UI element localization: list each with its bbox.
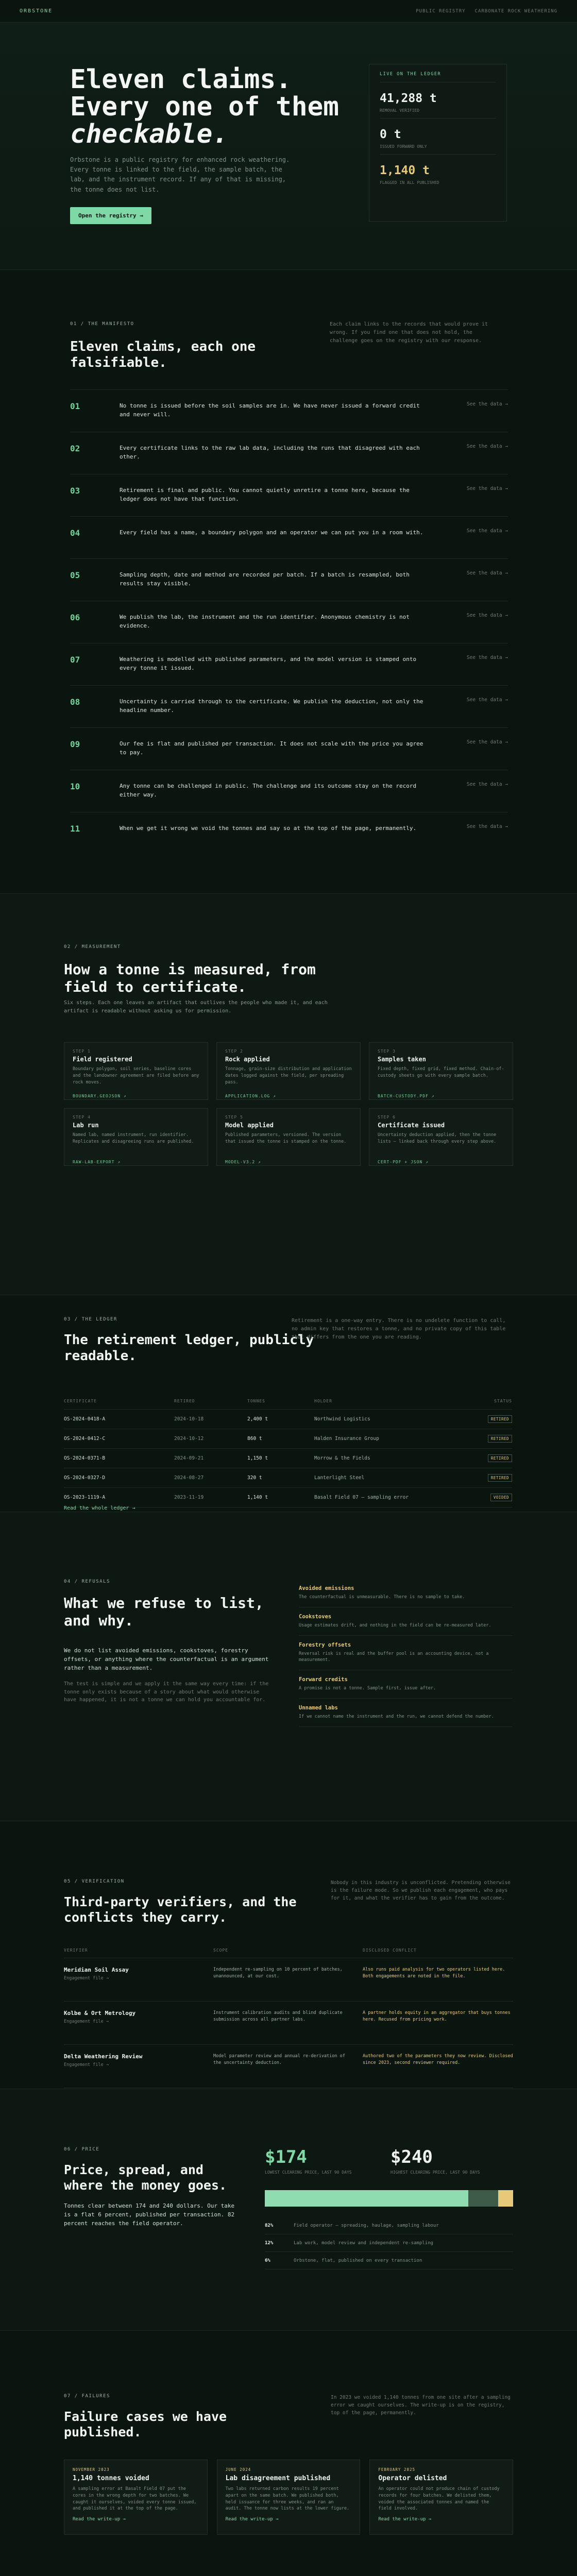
artifact-link[interactable]: RAW-LAB-EXPORT ↗ xyxy=(73,1160,121,1164)
step-card: STEP 5 Model applied Published parameters, versioned. The version that issued the tonne is stamped on the tonne. MODEL-V3.2 ↗ xyxy=(216,1108,361,1166)
hero-title: Eleven claims. Every one of them checkable. xyxy=(70,64,339,150)
write-up-link[interactable]: Read the write-up → xyxy=(225,2517,279,2522)
claim-item: 04 Every field has a name, a boundary polygon and an operator we can put you in a room with. See the data → xyxy=(70,516,508,558)
refusal-item: Unnamed labs If we cannot name the instrument and the run, we cannot defend the number. xyxy=(299,1699,513,1727)
verifiers-section xyxy=(0,1821,577,2089)
hero-lead: Orbstone is a public registry for enhanced rock weathering. Every tonne is linked to the field, the sample batch, the lab, and the instrument record. If any of that is missing, the tonne does not list. xyxy=(70,156,290,193)
step-card: STEP 2 Rock applied Tonnage, grain-size distribution and application dates logged against the field, per spreading pass. APPLICATION.LOG ↗ xyxy=(216,1042,361,1100)
engagement-file-link[interactable]: Engagement file → xyxy=(64,2062,109,2067)
artifact-link[interactable]: APPLICATION.LOG ↗ xyxy=(225,1094,276,1098)
see-data-link[interactable]: See the data → xyxy=(466,824,508,829)
section-title: Eleven claims, each one falsifiable. xyxy=(70,339,256,371)
failure-card: FEBRUARY 2025 Operator delisted An operator could not produce chain of custody records for four batches. We delisted them, voided the associated tonnes and named the field involved. Read the write-up → xyxy=(369,2460,513,2535)
section-tag: 07 / FAILURES xyxy=(64,2394,110,2399)
high-price-stat: $240 HIGHEST CLEARING PRICE, LAST 90 DAYS xyxy=(391,2147,480,2175)
table-row: Delta Weathering Review Engagement file → Model parameter review and annual re-derivation of the uncertainty deduction. Authored two of the parameters they now review. Disclosed since 2023, second reviewer required. xyxy=(64,2045,513,2088)
retirement-table xyxy=(64,1393,512,1507)
section-side-note: Nobody in this industry is unconflicted. Pretending otherwise is the failure mode. So we publish each engagement, who pays for it, and what the verifier has to gain from the outcome. xyxy=(331,1880,511,1902)
section-title: Failure cases we have published. xyxy=(64,2409,227,2439)
section-tag: 05 / VERIFICATION xyxy=(64,1879,125,1884)
status-badge: RETIRED xyxy=(488,1454,512,1462)
table-row[interactable]: OS-2024-0327-D 2024-08-27 320 t Lanterlight Steel RETIRED xyxy=(64,1468,512,1488)
low-price-stat: $174 LOWEST CLEARING PRICE, LAST 90 DAYS xyxy=(265,2147,352,2175)
refusal-item: Cookstoves Usage estimates drift, and nothing in the field can be re-measured later. xyxy=(299,1607,513,1636)
split-segment-orbstone xyxy=(498,2190,513,2207)
open-registry-button[interactable]: Open the registry → xyxy=(70,207,151,224)
section-title: Price, spread, and where the money goes. xyxy=(64,2162,227,2193)
write-up-link[interactable]: Read the write-up → xyxy=(73,2517,126,2522)
ledger-stat: 41,288 t REMOVAL VERIFIED xyxy=(380,82,496,118)
claim-item: 11 When we get it wrong we void the tonnes and say so at the top of the page, permanently. See the data → xyxy=(70,812,508,854)
claim-item: 01 No tonne is issued before the soil samples are in. We have never issued a forward credit and never will. See the data → xyxy=(70,389,508,432)
ledger-stat: 1,140 t FLAGGED IN ALL PUBLISHED xyxy=(380,164,439,185)
status-badge: RETIRED xyxy=(488,1435,512,1443)
nav-link-registry[interactable]: PUBLIC REGISTRY xyxy=(416,8,466,14)
see-data-link[interactable]: See the data → xyxy=(466,486,508,492)
section-tag: 04 / REFUSALS xyxy=(64,1579,110,1584)
price-section xyxy=(0,2089,577,2331)
see-data-link[interactable]: See the data → xyxy=(466,782,508,787)
section-tag: 02 / MEASUREMENT xyxy=(64,944,121,950)
table-row[interactable]: OS-2023-1119-A 2023-11-19 1,140 t Basalt Field 07 — sampling error VOIDED xyxy=(64,1488,512,1507)
claim-item: 02 Every certificate links to the raw lab data, including the runs that disagreed with each other. See the data → xyxy=(70,432,508,474)
section-side-note: Each claim links to the records that would prove it wrong. If you find one that does not hold, the challenge goes on the registry with our response. xyxy=(330,321,488,344)
refusal-item: Avoided emissions The counterfactual is unmeasurable. There is no sample to take. xyxy=(299,1579,513,1607)
claim-item: 08 Uncertainty is carried through to the certificate. We publish the deduction, not only the headline number. See the data → xyxy=(70,685,508,727)
claims-list xyxy=(70,389,508,854)
hero-section xyxy=(0,23,577,270)
refusals-note: The test is simple and we apply it the same way every time: if the tonne only exists because of a story about what would otherwise have happened, it is not a tonne we can hold you accountable for. xyxy=(64,1681,269,1703)
claim-item: 07 Weathering is modelled with published parameters, and the model version is stamped onto every tonne it issued. See the data → xyxy=(70,643,508,685)
step-card: STEP 1 Field registered Boundary polygon, soil series, baseline cores and the landowner agreement are filed before any rock moves. BOUNDARY.GEOJSON ↗ xyxy=(64,1042,208,1100)
see-data-link[interactable]: See the data → xyxy=(466,655,508,660)
split-segment-operator xyxy=(265,2190,468,2207)
section-tag: 01 / THE MANIFESTO xyxy=(70,321,134,327)
legend-row: 82% Field operator — spreading, haulage, sampling labour xyxy=(265,2217,513,2234)
step-card: STEP 4 Lab run Named lab, named instrument, run identifier. Replicates and disagreeing runs are published. RAW-LAB-EXPORT ↗ xyxy=(64,1108,208,1166)
artifact-link[interactable]: CERT-PDF + JSON ↗ xyxy=(378,1160,429,1164)
status-badge: VOIDED xyxy=(490,1494,512,1501)
ledger-panel-title: LIVE ON THE LEDGER xyxy=(380,72,496,82)
section-title: What we refuse to list, and why. xyxy=(64,1595,264,1629)
section-title: Third-party verifiers, and the conflicts they carry. xyxy=(64,1894,297,1925)
failure-cards xyxy=(64,2460,513,2535)
see-data-link[interactable]: See the data → xyxy=(466,613,508,618)
see-data-link[interactable]: See the data → xyxy=(466,444,508,449)
table-header: VERIFIER SCOPE DISCLOSED CONFLICT xyxy=(64,1943,513,1958)
read-ledger-link[interactable]: Read the whole ledger → xyxy=(64,1505,135,1511)
split-legend xyxy=(265,2217,513,2269)
price-lead: Tonnes clear between 174 and 240 dollars. Our take is a flat 6 percent, published per transaction. 82 percent reaches the field operator. xyxy=(64,2202,235,2227)
status-badge: RETIRED xyxy=(488,1474,512,1482)
see-data-link[interactable]: See the data → xyxy=(466,570,508,576)
see-data-link[interactable]: See the data → xyxy=(466,697,508,703)
write-up-link[interactable]: Read the write-up → xyxy=(378,2517,432,2522)
section-title: The retirement ledger, publicly readable. xyxy=(64,1332,314,1364)
table-row: Meridian Soil Assay Engagement file → Independent re-sampling on 10 percent of batches, unannounced, at our cost. Also runs paid analysis for two operators listed here. Both engagements are noted in the file. xyxy=(64,1958,513,2002)
claim-item: 10 Any tonne can be challenged in public. The challenge and its outcome stay on the record either way. See the data → xyxy=(70,770,508,812)
artifact-link[interactable]: BATCH-CUSTODY.PDF ↗ xyxy=(378,1094,435,1098)
table-row[interactable]: OS-2024-0371-B 2024-09-21 1,150 t Morrow & the Fields RETIRED xyxy=(64,1449,512,1468)
section-title: How a tonne is measured, from field to certificate. xyxy=(64,961,316,995)
section-tag: 06 / PRICE xyxy=(64,2147,100,2152)
engagement-file-link[interactable]: Engagement file → xyxy=(64,2019,109,2024)
brand-logo[interactable]: ORBSTONE xyxy=(20,8,53,14)
see-data-link[interactable]: See the data → xyxy=(466,528,508,534)
refusals-lead: We do not list avoided emissions, cookstoves, forestry offsets, or anything where the counterfactual is an argument rather than a measurement. xyxy=(64,1647,269,1672)
refusals-section xyxy=(0,1512,577,1821)
claim-item: 05 Sampling depth, date and method are recorded per batch. If a batch is resampled, both results stay visible. See the data → xyxy=(70,558,508,601)
nav-link-weathering[interactable]: CARBONATE ROCK WEATHERING xyxy=(474,8,557,14)
claim-item: 03 Retirement is final and public. You cannot quietly unretire a tonne here, because the ledger does not have that function. See the data → xyxy=(70,474,508,516)
revenue-split-bar xyxy=(265,2190,513,2207)
see-data-link[interactable]: See the data → xyxy=(466,401,508,407)
refusal-item: Forward credits A promise is not a tonne. Sample first, issue after. xyxy=(299,1670,513,1699)
artifact-link[interactable]: MODEL-V3.2 ↗ xyxy=(225,1160,261,1164)
split-segment-lab xyxy=(468,2190,498,2207)
engagement-file-link[interactable]: Engagement file → xyxy=(64,1976,109,1981)
claim-item: 09 Our fee is flat and published per transaction. It does not scale with the price you agree to pay. See the data → xyxy=(70,727,508,770)
manifesto-section xyxy=(0,270,577,893)
live-ledger-panel xyxy=(369,64,507,222)
table-row[interactable]: OS-2024-0418-A 2024-10-18 2,400 t Northwind Logistics RETIRED xyxy=(64,1410,512,1429)
section-lead: Six steps. Each one leaves an artifact that outlives the people who made it, and each artifact is readable without asking us for permission. xyxy=(64,1000,328,1014)
failures-section xyxy=(0,2331,577,2576)
legend-row: 12% Lab work, model review and independent re-sampling xyxy=(265,2234,513,2252)
legend-row: 6% Orbstone, flat, published on every transaction xyxy=(265,2252,513,2269)
artifact-link[interactable]: BOUNDARY.GEOJSON ↗ xyxy=(73,1094,127,1098)
top-nav xyxy=(0,0,577,23)
step-card: STEP 6 Certificate issued Uncertainty deduction applied, then the tonne lists — linked back through every step above. CERT-PDF + JSON ↗ xyxy=(369,1108,513,1166)
table-row[interactable]: OS-2024-0412-C 2024-10-12 860 t Halden Insurance Group RETIRED xyxy=(64,1429,512,1449)
section-side-note: In 2023 we voided 1,140 tonnes from one site after a sampling error we caught ourselves. The write-up is on the registry, top of the page, permanently. xyxy=(331,2395,511,2416)
status-badge: RETIRED xyxy=(488,1415,512,1423)
table-header: CERTIFICATE RETIRED TONNES HOLDER STATUS xyxy=(64,1393,512,1410)
refusal-list xyxy=(299,1579,513,1727)
ledger-section xyxy=(0,1295,577,1512)
claim-item: 06 We publish the lab, the instrument and the run identifier. Anonymous chemistry is not evidence. See the data → xyxy=(70,601,508,643)
table-row: Kolbe & Ort Metrology Engagement file → Instrument calibration audits and blind duplicate submission across all partner labs. A partner holds equity in an aggregator that buys tonnes here. Recused from pricing work. xyxy=(64,2002,513,2045)
refusal-item: Forestry offsets Reversal risk is real and the buffer pool is an accounting device, not a measurement. xyxy=(299,1636,513,1671)
nav-links xyxy=(416,9,557,14)
section-side-note: Retirement is a one-way entry. There is no undelete function to call, no admin key that restores a tonne, and no private copy of this table that differs from the one you are reading. xyxy=(292,1318,506,1340)
measurement-section xyxy=(0,893,577,1295)
step-card: STEP 3 Samples taken Fixed depth, fixed grid, fixed method. Chain-of-custody sheets go with every sample batch. BATCH-CUSTODY.PDF ↗ xyxy=(369,1042,513,1100)
failure-card: JUNE 2024 Lab disagreement published Two labs returned carbon results 19 percent apart on the same batch. We published both, held issuance for three weeks, and ran an audit. The tonne now lists at the lower figure. Read the write-up → xyxy=(217,2460,361,2535)
section-tag: 03 / THE LEDGER xyxy=(64,1317,117,1322)
steps-grid xyxy=(64,1042,513,1166)
verifier-table xyxy=(64,1943,513,2088)
ledger-stat: 0 t ISSUED FORWARD ONLY xyxy=(380,118,496,155)
failure-card: NOVEMBER 2023 1,140 tonnes voided A sampling error at Basalt Field 07 put the cores in the wrong depth for two batches. We caught it ourselves, voided every tonne issued, and published it at the top of the page. Read the write-up → xyxy=(64,2460,208,2535)
see-data-link[interactable]: See the data → xyxy=(466,739,508,745)
